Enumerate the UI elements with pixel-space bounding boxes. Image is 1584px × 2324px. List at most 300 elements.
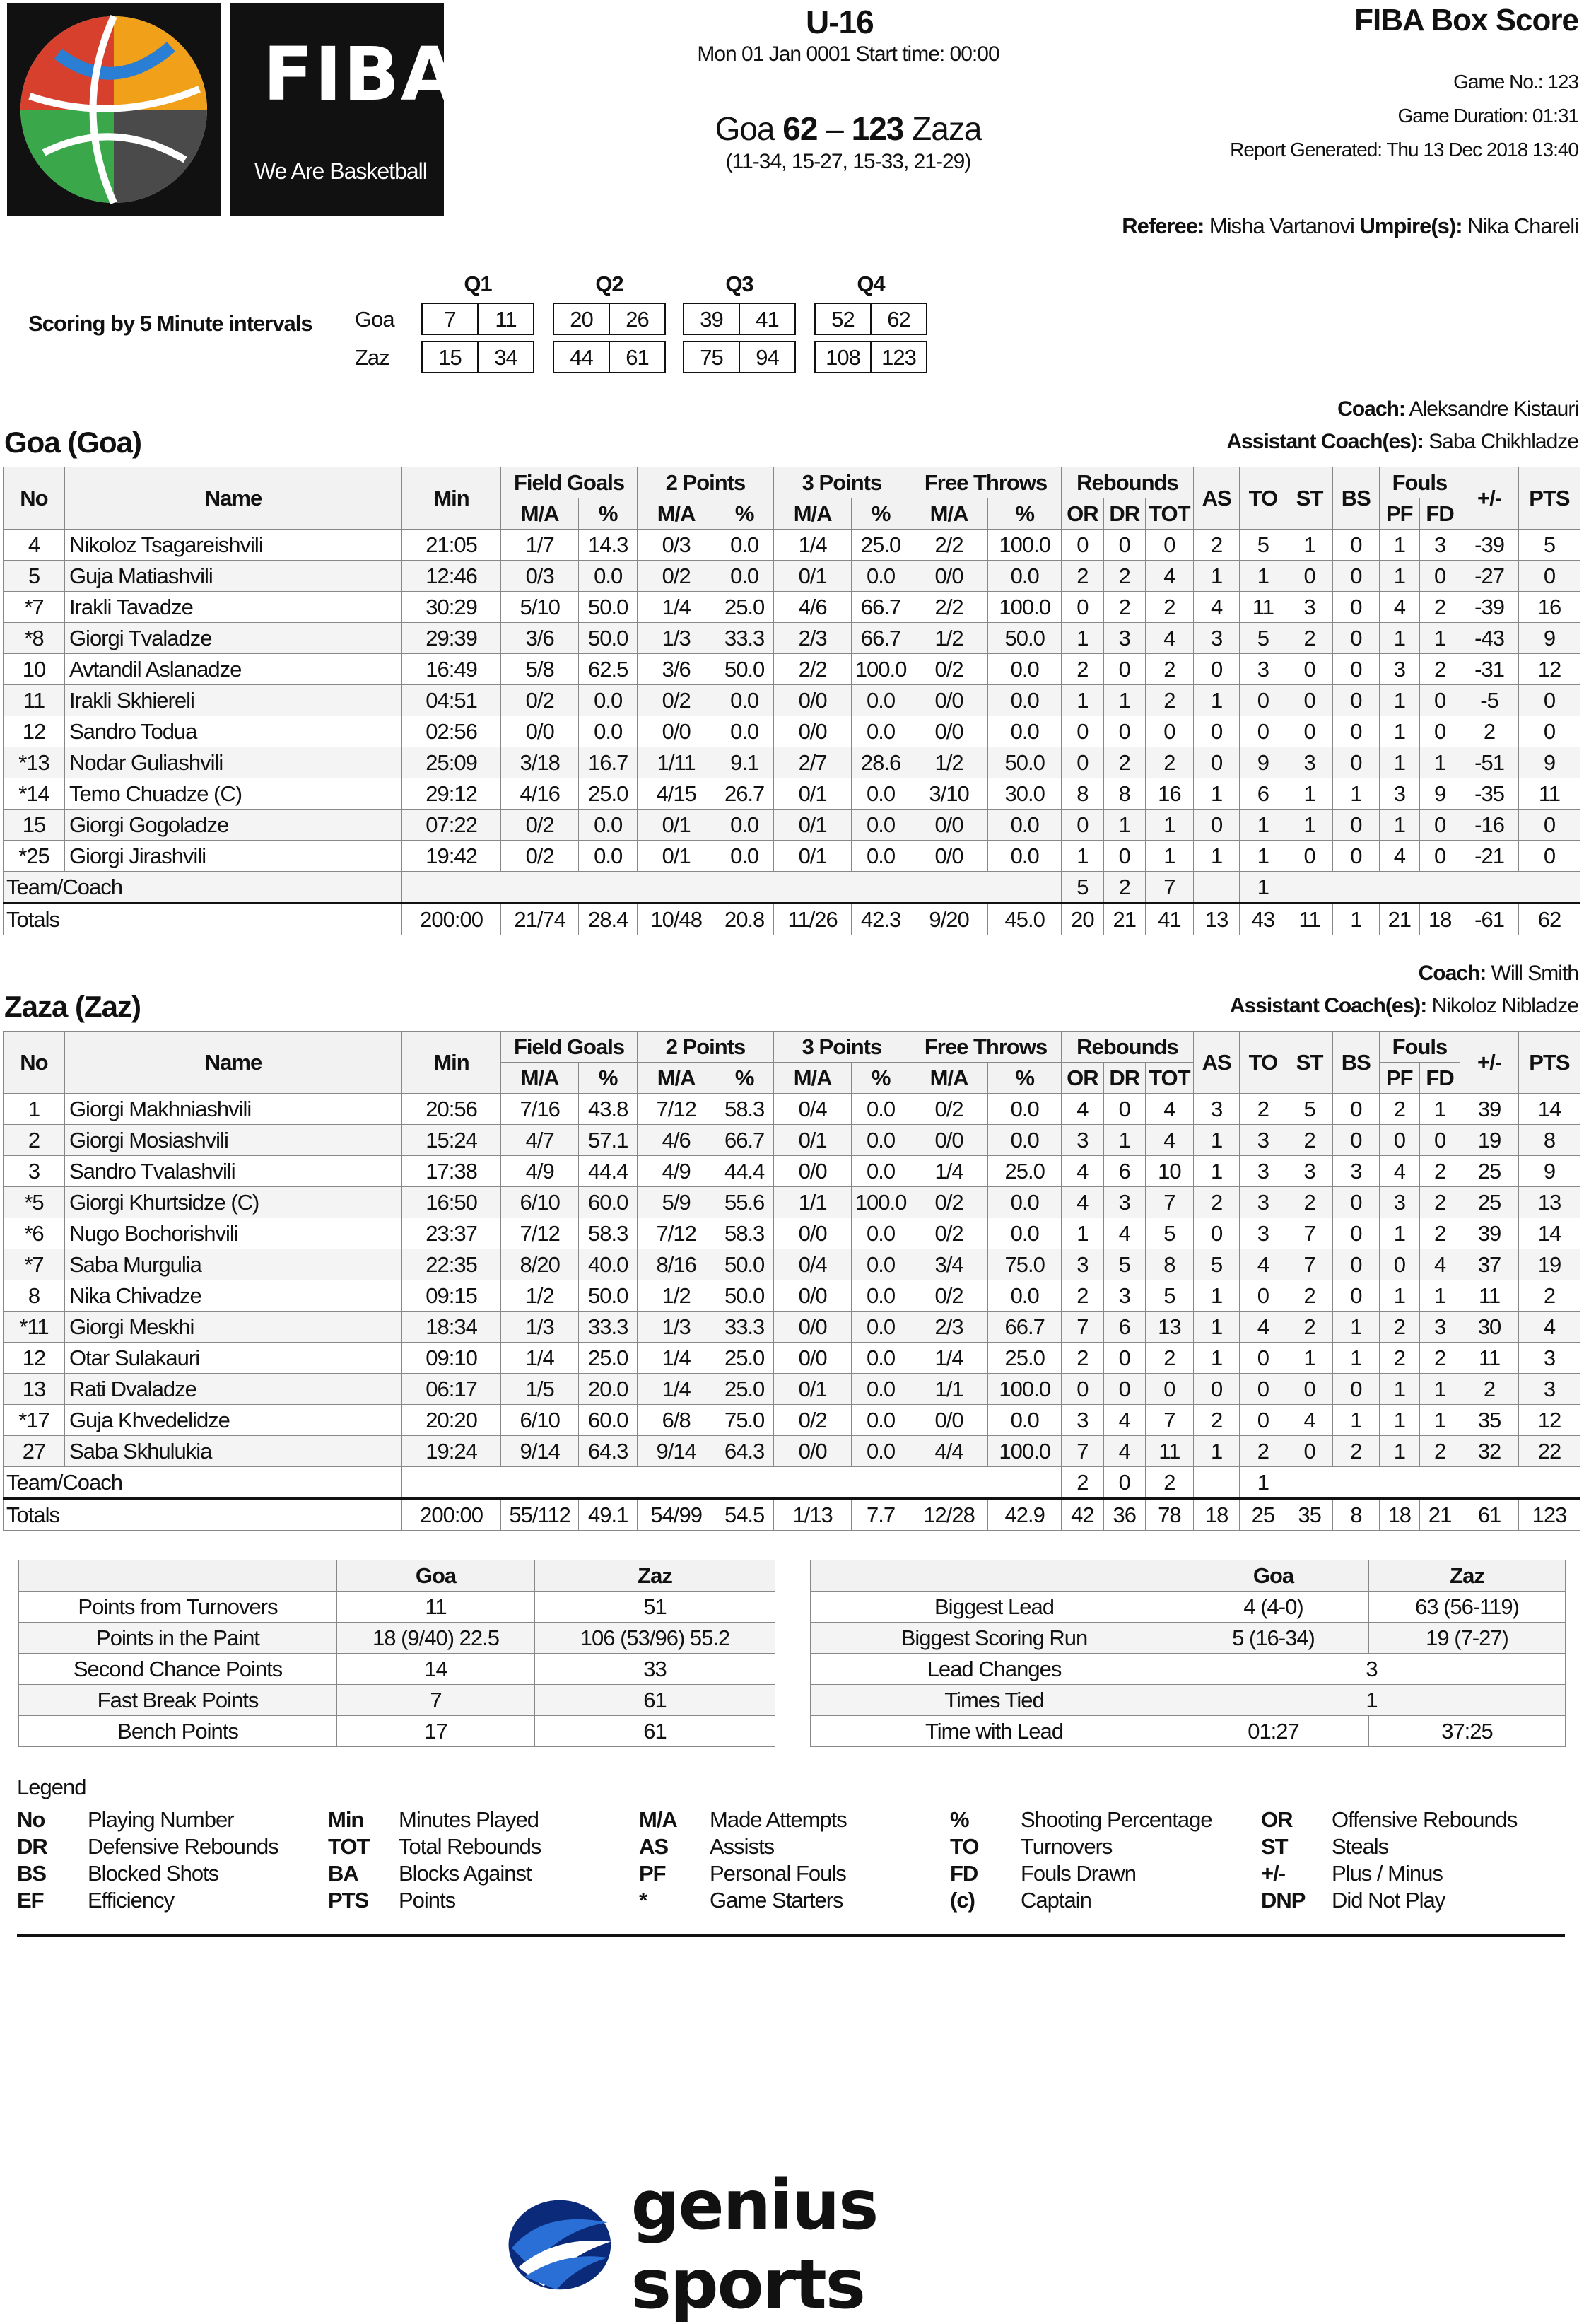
player-stat: 0 bbox=[1332, 1094, 1379, 1125]
player-stat: *5 bbox=[4, 1187, 65, 1218]
player-stat: 8 bbox=[1103, 778, 1145, 810]
player-stat: 1 bbox=[1419, 1374, 1460, 1405]
player-stat: 3 bbox=[1419, 530, 1460, 561]
player-stat: 0.0 bbox=[988, 716, 1062, 747]
player-stat: 44.4 bbox=[579, 1156, 638, 1187]
player-stat: 3 bbox=[1379, 1187, 1419, 1218]
summary-value: 51 bbox=[535, 1592, 775, 1623]
col-header-made-attempts: M/A bbox=[638, 1063, 715, 1094]
interval-score: 62 bbox=[887, 307, 910, 332]
totals-stat: 21 bbox=[1103, 904, 1145, 935]
player-row bbox=[4, 561, 1580, 592]
player-stat: 58.3 bbox=[579, 1218, 638, 1249]
player-stat: 4 bbox=[1518, 1312, 1580, 1343]
player-name: Giorgi Meskhi bbox=[64, 1312, 401, 1343]
player-stat: 58.3 bbox=[715, 1218, 774, 1249]
legend-description: Playing Number bbox=[88, 1807, 234, 1832]
player-stat: 2 bbox=[1193, 1187, 1240, 1218]
player-stat: 64.3 bbox=[579, 1436, 638, 1467]
player-stat: 1 bbox=[1379, 1218, 1419, 1249]
col-header-field-goals: Field Goals bbox=[501, 467, 638, 498]
player-stat: 29:12 bbox=[402, 778, 501, 810]
totals-stat: 42.9 bbox=[988, 1499, 1062, 1531]
col-header-percentage: % bbox=[852, 498, 910, 530]
player-stat: 1/4 bbox=[910, 1156, 987, 1187]
player-stat: 9 bbox=[1419, 778, 1460, 810]
player-stat: 50.0 bbox=[579, 623, 638, 654]
player-stat: 0/0 bbox=[910, 716, 987, 747]
player-stat: 0/2 bbox=[638, 685, 715, 716]
player-stat: 66.7 bbox=[852, 592, 910, 623]
player-stat: 15:24 bbox=[402, 1125, 501, 1156]
player-stat: 0.0 bbox=[715, 685, 774, 716]
player-stat: 100.0 bbox=[988, 530, 1062, 561]
player-stat: 3 bbox=[1240, 1187, 1286, 1218]
player-stat: 0/1 bbox=[773, 561, 851, 592]
col-header-field-goals: Field Goals bbox=[501, 1032, 638, 1063]
player-stat: 0.0 bbox=[715, 810, 774, 841]
player-stat: 5 bbox=[1145, 1218, 1193, 1249]
assistant-name: Nikoloz Nibladze bbox=[1431, 994, 1578, 1017]
player-stat: 5 bbox=[1240, 623, 1286, 654]
player-stat: 0/4 bbox=[773, 1094, 851, 1125]
player-stat: 2 bbox=[4, 1125, 65, 1156]
officials bbox=[1122, 214, 1578, 239]
player-stat: 66.7 bbox=[852, 623, 910, 654]
summary-row bbox=[811, 1685, 1566, 1716]
player-stat: 4 bbox=[1062, 1187, 1103, 1218]
player-name: Saba Murgulia bbox=[64, 1249, 401, 1280]
player-stat: 50.0 bbox=[988, 623, 1062, 654]
player-stat: 0.0 bbox=[715, 561, 774, 592]
summary-value: 17 bbox=[337, 1716, 535, 1747]
player-stat: 4/9 bbox=[638, 1156, 715, 1187]
player-stat: 6/8 bbox=[638, 1405, 715, 1436]
col-header-made-attempts: M/A bbox=[501, 1063, 579, 1094]
summary-value: 01:27 bbox=[1178, 1716, 1369, 1747]
player-stat: 11 bbox=[1240, 592, 1286, 623]
player-stat: 4 bbox=[1240, 1249, 1286, 1280]
player-row bbox=[4, 1249, 1580, 1280]
player-stat: 2 bbox=[1419, 1218, 1460, 1249]
player-stat: 0 bbox=[1332, 1249, 1379, 1280]
interval-score: 75 bbox=[684, 342, 740, 372]
legend-description: Minutes Played bbox=[399, 1807, 539, 1832]
player-stat: 2 bbox=[1419, 654, 1460, 685]
player-stat: 0.0 bbox=[715, 530, 774, 561]
player-stat: 35 bbox=[1460, 1405, 1519, 1436]
player-stat: 1 bbox=[1379, 716, 1419, 747]
player-stat: 37 bbox=[1460, 1249, 1519, 1280]
referee-name: Misha Vartanovi bbox=[1209, 214, 1354, 238]
game-duration: Game Duration: 01:31 bbox=[1397, 105, 1578, 127]
player-stat: 2 bbox=[1286, 1187, 1333, 1218]
interval-quarter-label: Q3 bbox=[725, 271, 753, 296]
player-stat: 3/4 bbox=[910, 1249, 987, 1280]
col-header-no: No bbox=[4, 467, 65, 530]
player-stat: 5 bbox=[1240, 530, 1286, 561]
legend-abbreviation: BS bbox=[17, 1861, 47, 1886]
player-stat: 39 bbox=[1460, 1218, 1519, 1249]
player-stat: 0 bbox=[1332, 716, 1379, 747]
player-stat: 1 bbox=[1062, 1218, 1103, 1249]
player-stat: 0.0 bbox=[988, 1125, 1062, 1156]
player-stat: 9 bbox=[1518, 747, 1580, 778]
player-stat: 19 bbox=[1460, 1125, 1519, 1156]
col-header-rebounds: Rebounds bbox=[1062, 467, 1194, 498]
legend-abbreviation: +/- bbox=[1261, 1861, 1286, 1886]
player-stat: 8/20 bbox=[501, 1249, 579, 1280]
player-stat: 6 bbox=[1103, 1312, 1145, 1343]
player-stat: 60.0 bbox=[579, 1405, 638, 1436]
player-stat: 50.0 bbox=[715, 1249, 774, 1280]
player-stat: 0/0 bbox=[910, 685, 987, 716]
player-stat: 1/1 bbox=[910, 1374, 987, 1405]
col-header-offensive-rebounds: OR bbox=[1062, 498, 1103, 530]
player-stat: 1 bbox=[1193, 1156, 1240, 1187]
player-stat: 3 bbox=[1419, 1312, 1460, 1343]
genius-sports-wordmark: genius sports bbox=[630, 2166, 878, 2324]
col-header-free-throws: Free Throws bbox=[910, 467, 1061, 498]
summary-row bbox=[19, 1685, 775, 1716]
legend-abbreviation: BA bbox=[328, 1861, 358, 1886]
summary-value: 1 bbox=[1178, 1685, 1566, 1716]
player-stat: 0/2 bbox=[910, 654, 987, 685]
player-stat: 14 bbox=[1518, 1218, 1580, 1249]
player-stat: 3 bbox=[1286, 592, 1333, 623]
legend-abbreviation: DR bbox=[17, 1834, 47, 1859]
player-stat: 6/10 bbox=[501, 1405, 579, 1436]
player-stat: 0 bbox=[1103, 530, 1145, 561]
player-stat: 0.0 bbox=[988, 685, 1062, 716]
player-stat: 2 bbox=[1379, 1094, 1419, 1125]
player-stat: 1 bbox=[1332, 1312, 1379, 1343]
interval-score: 41 bbox=[756, 307, 779, 332]
interval-quarter-label: Q4 bbox=[857, 271, 885, 296]
player-stat: 0 bbox=[1332, 841, 1379, 872]
competition-title: U-16 bbox=[806, 4, 874, 40]
player-stat: 0/2 bbox=[910, 1280, 987, 1312]
player-stat: 4 bbox=[1286, 1405, 1333, 1436]
summary-row bbox=[19, 1654, 775, 1685]
team-coach-as bbox=[1193, 1467, 1240, 1499]
totals-stat: 9/20 bbox=[910, 904, 987, 935]
player-stat: 50.0 bbox=[579, 592, 638, 623]
player-stat: 2/2 bbox=[773, 654, 851, 685]
summary-value: 61 bbox=[535, 1685, 775, 1716]
player-stat: 1/4 bbox=[638, 1374, 715, 1405]
legend-description: Assists bbox=[710, 1834, 775, 1859]
player-stat: 25.0 bbox=[579, 1343, 638, 1374]
interval-score-box bbox=[814, 303, 927, 335]
player-stat: 6/10 bbox=[501, 1187, 579, 1218]
player-stat: 0/0 bbox=[638, 716, 715, 747]
umpire-names: Nika Chareli bbox=[1467, 214, 1578, 238]
assistant-name: Saba Chikhladze bbox=[1428, 430, 1578, 453]
col-header-percentage: % bbox=[988, 498, 1062, 530]
col-header-made-attempts: M/A bbox=[773, 498, 851, 530]
col-header-fouls: Fouls bbox=[1379, 1032, 1460, 1063]
player-stat: 1 bbox=[1379, 685, 1419, 716]
coach-label: Coach: bbox=[1418, 962, 1486, 985]
player-stat: 20.0 bbox=[579, 1374, 638, 1405]
player-row bbox=[4, 654, 1580, 685]
team1-title: Goa (Goa) bbox=[4, 426, 142, 459]
player-stat: 2/7 bbox=[773, 747, 851, 778]
col-header-plus-minus: +/- bbox=[1460, 1032, 1519, 1094]
totals-stat: 200:00 bbox=[402, 1499, 501, 1531]
player-stat: 7/16 bbox=[501, 1094, 579, 1125]
player-row bbox=[4, 747, 1580, 778]
col-header-made-attempts: M/A bbox=[501, 498, 579, 530]
player-stat: 0/2 bbox=[501, 841, 579, 872]
player-stat: 33.3 bbox=[715, 1312, 774, 1343]
player-stat: 66.7 bbox=[715, 1125, 774, 1156]
legend-abbreviation: (c) bbox=[950, 1888, 975, 1913]
player-stat: 0/1 bbox=[773, 778, 851, 810]
player-stat: 7 bbox=[1145, 1187, 1193, 1218]
report-title: FIBA Box Score bbox=[1354, 3, 1578, 37]
summary-label: Fast Break Points bbox=[19, 1685, 337, 1716]
team-coach-or: 2 bbox=[1062, 1467, 1103, 1499]
player-stat: 1/3 bbox=[638, 1312, 715, 1343]
player-stat: 1 bbox=[4, 1094, 65, 1125]
player-stat: 5/10 bbox=[501, 592, 579, 623]
player-stat: 8/16 bbox=[638, 1249, 715, 1280]
player-stat: 0 bbox=[1419, 716, 1460, 747]
summary-label: Points in the Paint bbox=[19, 1623, 337, 1654]
player-stat: 9 bbox=[1518, 623, 1580, 654]
player-stat: 2 bbox=[1286, 623, 1333, 654]
totals-stat: 42.3 bbox=[852, 904, 910, 935]
player-name: Irakli Tavadze bbox=[64, 592, 401, 623]
player-stat: 1 bbox=[1193, 561, 1240, 592]
totals-stat: 62 bbox=[1518, 904, 1580, 935]
interval-score-box bbox=[683, 341, 796, 373]
fiba-brand-text: FIBA bbox=[263, 31, 459, 117]
player-stat: 33.3 bbox=[579, 1312, 638, 1343]
interval-score-box bbox=[553, 303, 666, 335]
player-stat: 30 bbox=[1460, 1312, 1519, 1343]
player-stat: 0 bbox=[1193, 747, 1240, 778]
player-stat: *11 bbox=[4, 1312, 65, 1343]
player-stat: 25.0 bbox=[715, 1374, 774, 1405]
player-stat: 14 bbox=[1518, 1094, 1580, 1125]
player-stat: 11 bbox=[1145, 1436, 1193, 1467]
player-name: Sandro Tvalashvili bbox=[64, 1156, 401, 1187]
player-stat: 9 bbox=[1518, 1156, 1580, 1187]
player-stat: 4 bbox=[1193, 592, 1240, 623]
player-stat: 1 bbox=[1062, 685, 1103, 716]
player-stat: 58.3 bbox=[715, 1094, 774, 1125]
interval-team-label: Zaz bbox=[355, 345, 389, 370]
summary-value: 106 (53/96) 55.2 bbox=[535, 1623, 775, 1654]
summary-value: 3 bbox=[1178, 1654, 1566, 1685]
summary-value: 37:25 bbox=[1369, 1716, 1566, 1747]
col-header-defensive-rebounds: DR bbox=[1103, 1063, 1145, 1094]
player-stat: 02:56 bbox=[402, 716, 501, 747]
team-coach-to: 1 bbox=[1240, 872, 1286, 904]
player-stat: 0.0 bbox=[852, 1125, 910, 1156]
team-coach-tot: 7 bbox=[1145, 872, 1193, 904]
player-stat: 26.7 bbox=[715, 778, 774, 810]
legend-description: Defensive Rebounds bbox=[88, 1834, 278, 1859]
legend-grid bbox=[17, 1807, 1572, 1913]
col-header-made-attempts: M/A bbox=[910, 498, 987, 530]
player-stat: 1/7 bbox=[501, 530, 579, 561]
player-stat: 75.0 bbox=[988, 1249, 1062, 1280]
col-header-min: Min bbox=[402, 1032, 501, 1094]
team-coach-row bbox=[4, 872, 1580, 904]
legend-abbreviation: ST bbox=[1261, 1834, 1288, 1859]
player-stat: 0.0 bbox=[988, 841, 1062, 872]
player-stat: 0.0 bbox=[988, 1280, 1062, 1312]
player-stat: -35 bbox=[1460, 778, 1519, 810]
player-stat: 0 bbox=[1286, 561, 1333, 592]
player-stat: 0/2 bbox=[910, 1094, 987, 1125]
fiba-wordmark bbox=[230, 3, 459, 216]
totals-stat: 54/99 bbox=[638, 1499, 715, 1531]
col-header-rebounds: Rebounds bbox=[1062, 1032, 1194, 1063]
summary-label: Points from Turnovers bbox=[19, 1592, 337, 1623]
player-row bbox=[4, 530, 1580, 561]
player-stat: 0/2 bbox=[773, 1405, 851, 1436]
col-header-turnovers: TO bbox=[1240, 1032, 1286, 1094]
umpire-label: Umpire(s): bbox=[1359, 214, 1462, 238]
player-stat: 0 bbox=[1518, 561, 1580, 592]
summary-header-team: Goa bbox=[337, 1560, 535, 1592]
player-stat: 0.0 bbox=[988, 810, 1062, 841]
player-stat: 1 bbox=[1286, 1343, 1333, 1374]
player-stat: 4 bbox=[1145, 1125, 1193, 1156]
date-line: Mon 01 Jan 0001 Start time: 00:00 bbox=[697, 42, 999, 66]
player-row bbox=[4, 1405, 1580, 1436]
player-stat: 6 bbox=[1240, 778, 1286, 810]
col-header-blocks: BS bbox=[1332, 467, 1379, 530]
legend-abbreviation: M/A bbox=[639, 1807, 677, 1832]
player-stat: 0 bbox=[1332, 1280, 1379, 1312]
col-header-3-points: 3 Points bbox=[773, 467, 910, 498]
player-stat: 0 bbox=[1240, 685, 1286, 716]
player-stat: 0 bbox=[1062, 1374, 1103, 1405]
player-stat: 2 bbox=[1103, 561, 1145, 592]
legend-description: Plus / Minus bbox=[1332, 1861, 1443, 1886]
home-score: 62 bbox=[782, 110, 818, 147]
col-header-steals: ST bbox=[1286, 467, 1333, 530]
player-stat: 1 bbox=[1103, 1125, 1145, 1156]
player-stat: 10 bbox=[4, 654, 65, 685]
player-stat: 2 bbox=[1145, 685, 1193, 716]
player-stat: 100.0 bbox=[988, 1436, 1062, 1467]
player-stat: 25.0 bbox=[579, 778, 638, 810]
col-header-defensive-rebounds: DR bbox=[1103, 498, 1145, 530]
player-stat: 12 bbox=[4, 1343, 65, 1374]
player-stat: -51 bbox=[1460, 747, 1519, 778]
final-score bbox=[636, 110, 1060, 148]
totals-label: Totals bbox=[4, 1499, 402, 1531]
player-stat: 0 bbox=[1332, 530, 1379, 561]
player-name: Nugo Bochorishvili bbox=[64, 1218, 401, 1249]
player-stat: 0 bbox=[1193, 716, 1240, 747]
player-stat: 50.0 bbox=[715, 654, 774, 685]
legend-description: Personal Fouls bbox=[710, 1861, 846, 1886]
player-stat: 0 bbox=[1332, 592, 1379, 623]
player-stat: 4 bbox=[1103, 1218, 1145, 1249]
player-stat: *7 bbox=[4, 592, 65, 623]
player-stat: 0 bbox=[1379, 1125, 1419, 1156]
player-stat: 0.0 bbox=[852, 1405, 910, 1436]
away-team-name: Zaza bbox=[912, 110, 982, 147]
legend-description: Offensive Rebounds bbox=[1332, 1807, 1518, 1832]
player-stat: 4/6 bbox=[773, 592, 851, 623]
player-name: Nikoloz Tsagareishvili bbox=[64, 530, 401, 561]
player-stat: 0.0 bbox=[852, 1343, 910, 1374]
player-stat: 2 bbox=[1062, 1280, 1103, 1312]
player-stat: -39 bbox=[1460, 530, 1519, 561]
player-row bbox=[4, 1374, 1580, 1405]
interval-score: 26 bbox=[626, 307, 649, 332]
player-stat: 1 bbox=[1332, 1343, 1379, 1374]
col-header-2-points: 2 Points bbox=[638, 1032, 774, 1063]
player-stat: 25 bbox=[1460, 1187, 1519, 1218]
totals-stat: 7.7 bbox=[852, 1499, 910, 1531]
col-header-percentage: % bbox=[988, 1063, 1062, 1094]
player-stat: 3 bbox=[1193, 1094, 1240, 1125]
player-stat: 21:05 bbox=[402, 530, 501, 561]
player-stat: 7 bbox=[1062, 1436, 1103, 1467]
legend-description: Steals bbox=[1332, 1834, 1389, 1859]
col-header-points: PTS bbox=[1518, 1032, 1580, 1094]
player-stat: 0.0 bbox=[715, 716, 774, 747]
player-stat: 2 bbox=[1240, 1094, 1286, 1125]
col-header-personal-fouls: PF bbox=[1379, 1063, 1419, 1094]
player-stat: 23:37 bbox=[402, 1218, 501, 1249]
col-header-percentage: % bbox=[579, 1063, 638, 1094]
player-stat: 1 bbox=[1286, 778, 1333, 810]
player-stat: 0/1 bbox=[773, 810, 851, 841]
player-stat: 1/4 bbox=[638, 592, 715, 623]
player-stat: 0/0 bbox=[773, 1343, 851, 1374]
col-header-free-throws: Free Throws bbox=[910, 1032, 1061, 1063]
totals-stat: 41 bbox=[1145, 904, 1193, 935]
player-stat: 5/8 bbox=[501, 654, 579, 685]
player-name: Giorgi Mosiashvili bbox=[64, 1125, 401, 1156]
player-stat: 1 bbox=[1419, 747, 1460, 778]
player-stat: 0 bbox=[1332, 747, 1379, 778]
col-header-no: No bbox=[4, 1032, 65, 1094]
totals-stat: 1/13 bbox=[773, 1499, 851, 1531]
player-name: Avtandil Aslanadze bbox=[64, 654, 401, 685]
player-stat: 0 bbox=[1103, 1094, 1145, 1125]
player-stat: 0/0 bbox=[773, 1218, 851, 1249]
interval-score-box bbox=[421, 341, 534, 373]
player-stat: -31 bbox=[1460, 654, 1519, 685]
interval-score-box bbox=[553, 341, 666, 373]
interval-score-box bbox=[421, 303, 534, 335]
summary-value: 11 bbox=[337, 1592, 535, 1623]
player-stat: 5 bbox=[1193, 1249, 1240, 1280]
player-stat: 1 bbox=[1379, 747, 1419, 778]
player-name: Giorgi Jirashvili bbox=[64, 841, 401, 872]
totals-stat: 20.8 bbox=[715, 904, 774, 935]
player-stat: *8 bbox=[4, 623, 65, 654]
player-name: Temo Chuadze (C) bbox=[64, 778, 401, 810]
legend-description: Efficiency bbox=[88, 1888, 175, 1913]
player-stat: 0.0 bbox=[852, 1156, 910, 1187]
player-stat: 0/1 bbox=[638, 810, 715, 841]
player-stat: 0.0 bbox=[988, 654, 1062, 685]
player-stat: 0 bbox=[1145, 530, 1193, 561]
